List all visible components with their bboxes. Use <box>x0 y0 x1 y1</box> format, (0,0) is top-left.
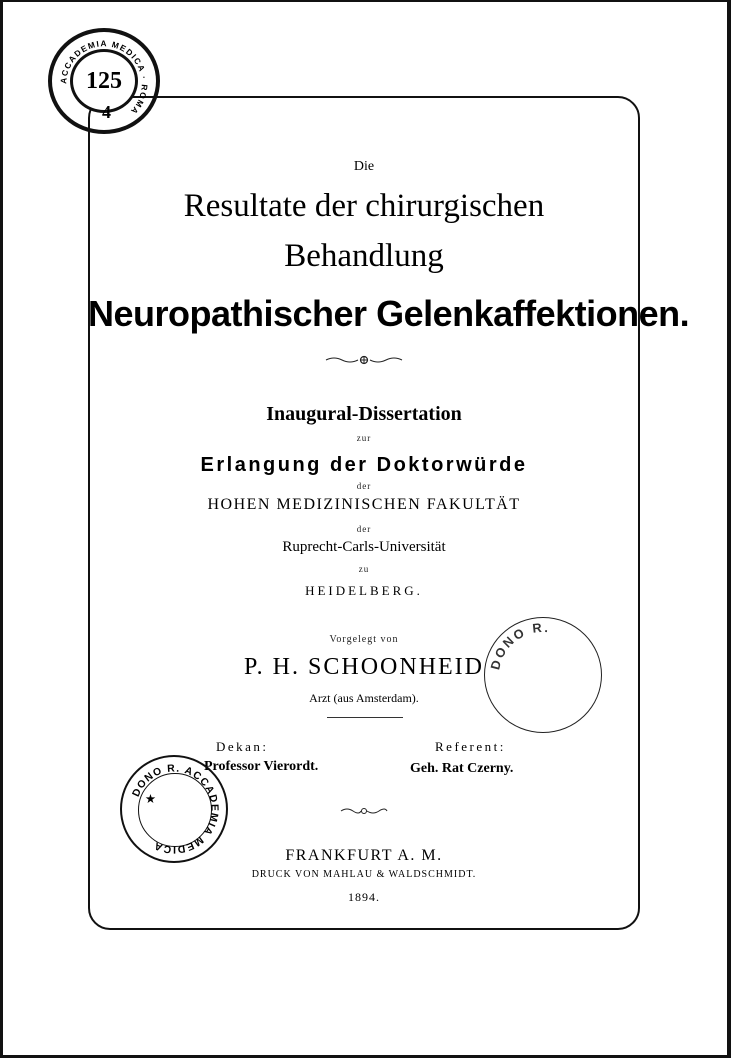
dissertation-label: Inaugural-Dissertation <box>266 403 462 425</box>
donation-stamp-right-ring <box>485 618 601 734</box>
library-stamp-sub: 4 <box>102 102 111 122</box>
ornament-divider <box>88 354 640 370</box>
referent-name: Geh. Rat Czerny. <box>410 761 514 776</box>
library-stamp-number: 125 <box>86 67 122 94</box>
university-name: Ruprecht-Carls-Universität <box>282 539 446 555</box>
author-divider <box>327 717 403 718</box>
scan-edge-right <box>727 0 731 1058</box>
title-die: Die <box>353 159 375 174</box>
donation-stamp-left <box>120 755 228 863</box>
title-line-3: Neuropathischer Gelenkaffektionen. <box>88 293 690 334</box>
donation-stamp-right <box>484 617 602 733</box>
referent-label: Referent: <box>435 739 506 754</box>
scan-edge-top <box>0 0 731 2</box>
dekan-name: Professor Vierordt. <box>204 759 319 774</box>
scan-edge-left <box>0 0 3 1058</box>
ornament-small-icon <box>339 806 389 816</box>
word-zu: zu <box>358 564 370 574</box>
donation-stamp-left-ring <box>122 757 226 861</box>
star-icon: ★ <box>144 791 157 806</box>
title-line-2: Behandlung <box>284 238 444 274</box>
dekan-label: Dekan: <box>216 739 269 754</box>
author-name: P. H. SCHOONHEID <box>243 654 485 680</box>
donation-stamp-right-text: DONO R. <box>487 619 552 672</box>
ornament-icon <box>324 354 404 366</box>
word-der-2: der <box>356 524 372 534</box>
imprint-year: 1894. <box>348 890 380 904</box>
author-description: Arzt (aus Amsterdam). <box>309 691 419 705</box>
word-der-1: der <box>356 481 372 491</box>
donation-stamp-left-text: DONO R. ACCADEMIA MEDICA <box>130 763 220 855</box>
svg-text:DONO R. <box>487 620 551 672</box>
title-line-1: Resultate der chirurgischen <box>183 188 545 224</box>
imprint-city: FRANKFURT A. M. <box>285 847 443 864</box>
svg-text:DONO R. ACCADEMIA MEDICA <box>131 763 220 854</box>
word-zur: zur <box>356 433 372 443</box>
imprint-printer: DRUCK VON MAHLAU & WALDSCHMIDT. <box>251 869 477 880</box>
faculty-name: HOHEN MEDIZINISCHEN FAKULTÄT <box>207 496 521 513</box>
degree-line: Erlangung der Doktorwürde <box>200 454 528 476</box>
library-stamp <box>48 28 160 134</box>
library-stamp-ring-text: ACCADEMIA MEDICA · ROMA <box>59 39 149 117</box>
city-name: HEIDELBERG. <box>305 583 423 598</box>
presented-by: Vorgelegt von <box>329 634 399 645</box>
